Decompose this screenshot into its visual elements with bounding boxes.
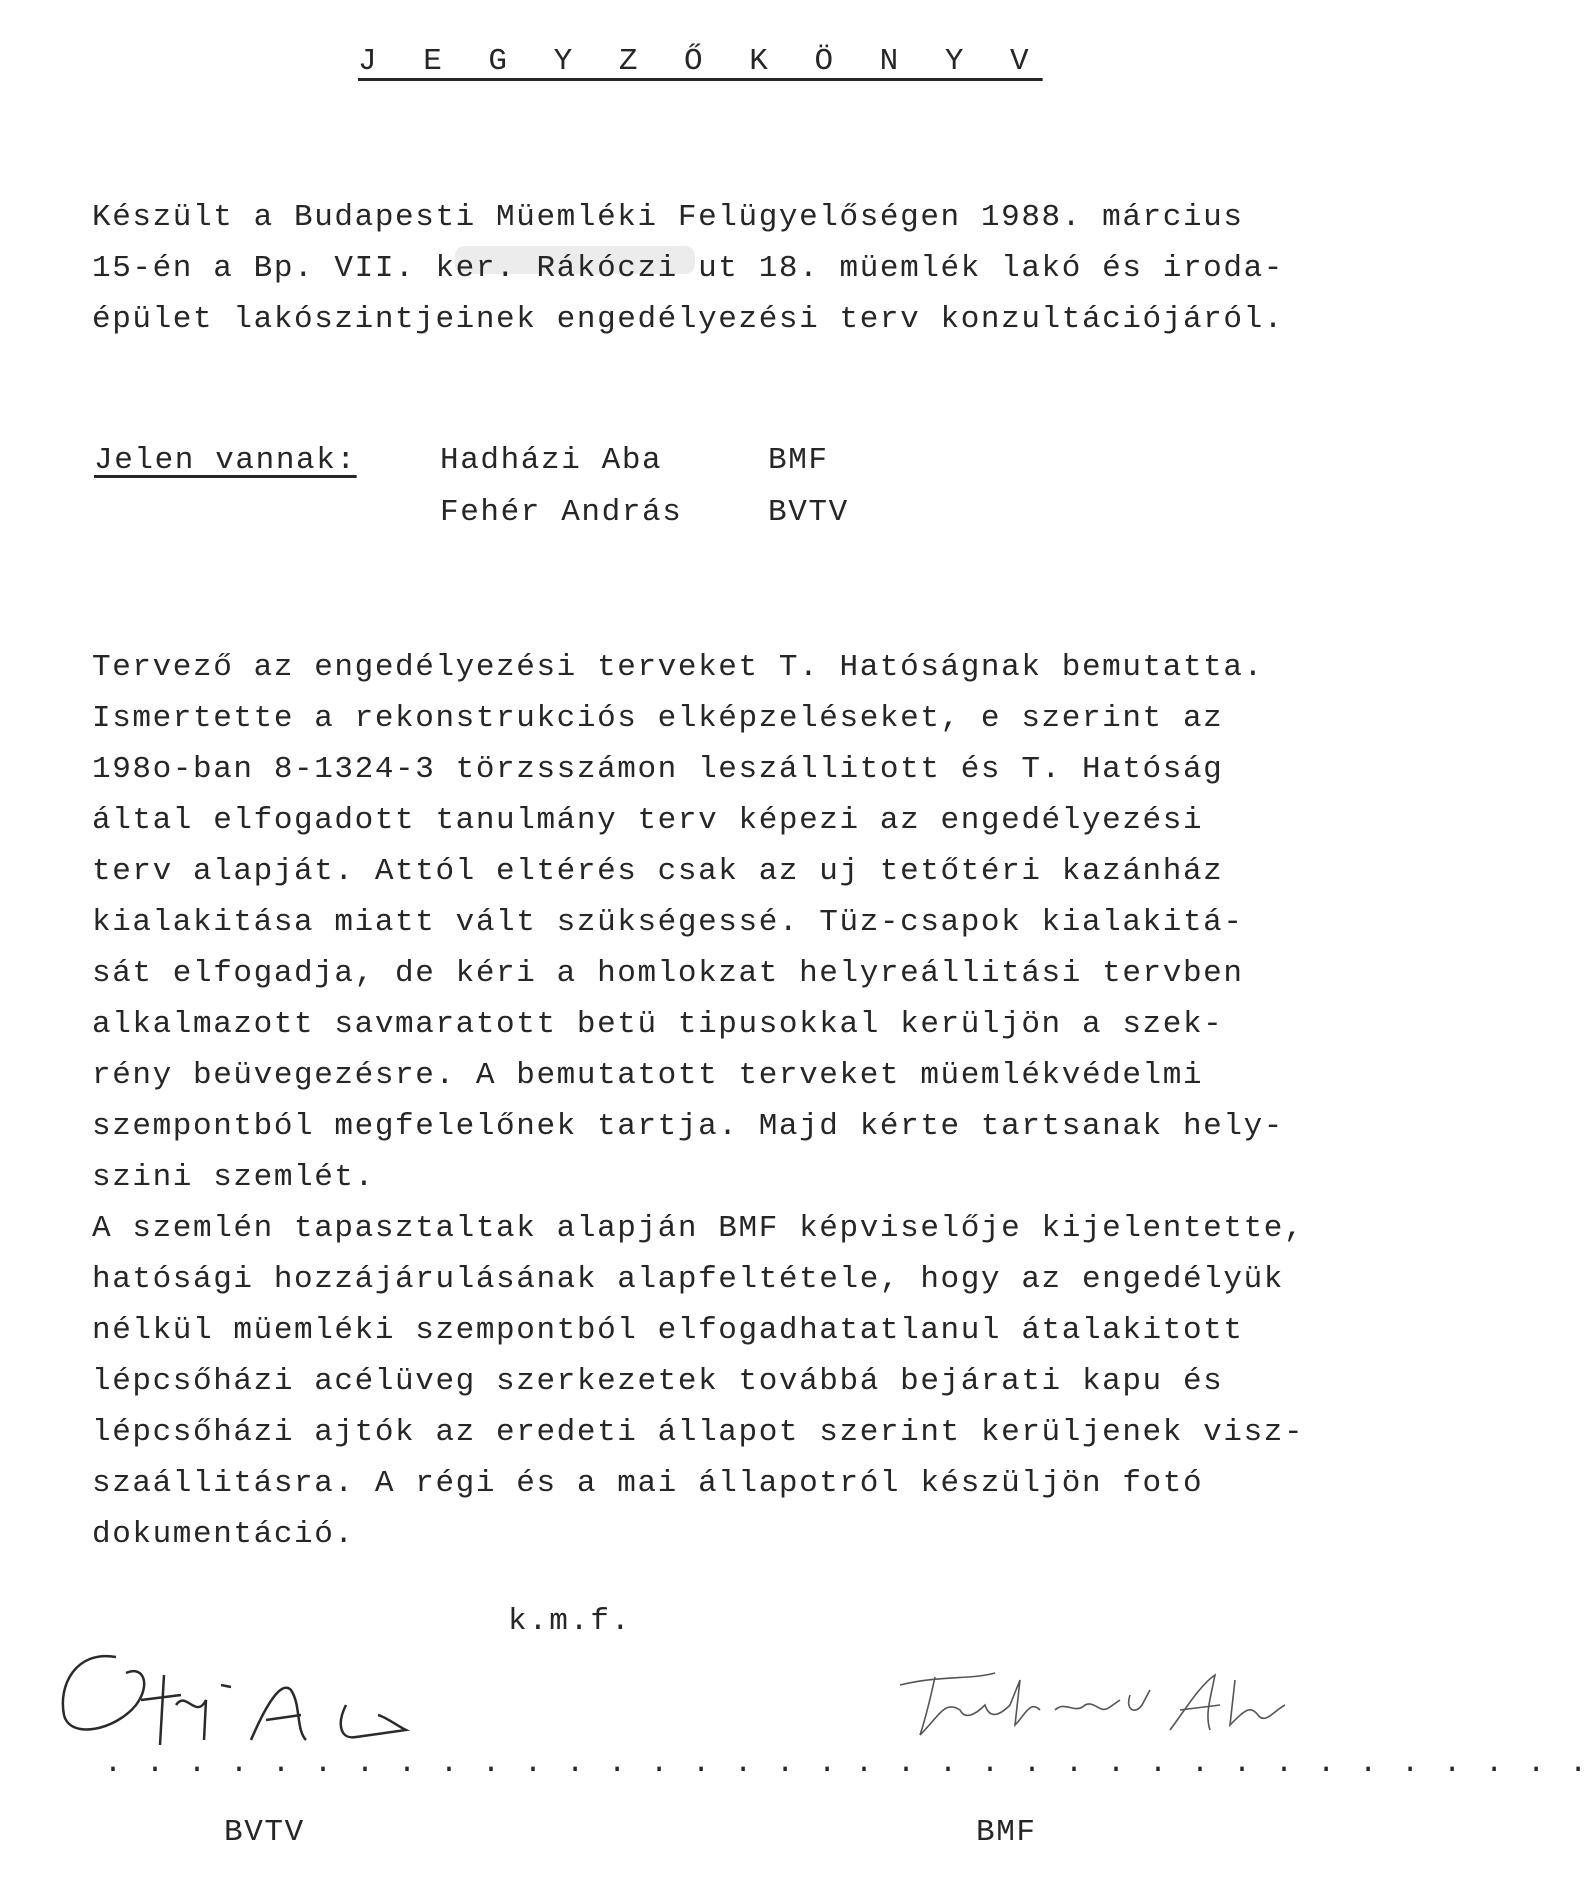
signature-line-left: . . . . . . . . . . . . . . . . . . (104, 1747, 840, 1781)
body-line: szempontból megfelelőnek tartja. Majd kérte tartsanak hely- (92, 1109, 1284, 1144)
attendee-org: BVTV (768, 495, 849, 530)
signatory-org-right: BMF (976, 1815, 1037, 1850)
attendee-name: Fehér András (440, 495, 683, 530)
body-line: terv alapját. Attól eltérés csak az uj tetőtéri kazánház (92, 854, 1224, 889)
body-line: szaállitásra. A régi és a mai állapotról készüljön fotó (92, 1466, 1204, 1501)
body-line: A szemlén tapasztaltak alapján BMF képviselője kijelentette, (92, 1211, 1305, 1246)
signature-left (56, 1645, 436, 1755)
intro-line: épület lakószintjeinek engedélyezési terv konzultációjáról. (92, 302, 1284, 337)
intro-line: Készült a Budapesti Müemléki Felügyelőségen 1988. március (92, 200, 1244, 235)
body-line: szini szemlét. (92, 1160, 375, 1195)
body-line: alkalmazott savmaratott betü tipusokkal kerüljön a szek- (92, 1007, 1224, 1042)
body-line: hatósági hozzájárulásának alapfeltétele, hogy az engedélyük (92, 1262, 1284, 1297)
signatory-org-left: BVTV (224, 1815, 305, 1850)
body-line: rény beüvegezésre. A bemutatott terveket müemlékvédelmi (92, 1058, 1204, 1093)
body-line: Tervező az engedélyezési terveket T. Hatóságnak bemutatta. (92, 650, 1264, 685)
body-line: lépcsőházi acélüveg szerkezetek továbbá bejárati kapu és (92, 1364, 1224, 1399)
intro-paragraph (92, 192, 1332, 345)
attendee-name: Hadházi Aba (440, 443, 663, 478)
signature-right (880, 1655, 1320, 1745)
body-line: Ismertette a rekonstrukciós elképzeléseket, e szerint az (92, 701, 1224, 736)
body-line: nélkül müemléki szempontból elfogadhatatlanul átalakitott (92, 1313, 1244, 1348)
closing-kmf: k.m.f. (508, 1604, 632, 1639)
document-title: J E G Y Z Ő K Ö N Y V (358, 44, 1043, 79)
intro-line: 15-én a Bp. VII. ker. Rákóczi ut 18. müemlék lakó és iroda- (92, 251, 1284, 286)
body-line: sát elfogadja, de kéri a homlokzat helyreállitási tervben (92, 956, 1244, 991)
body-line: 198o-ban 8-1324-3 törzsszámon leszállitott és T. Hatóság (92, 752, 1224, 787)
body-line: dokumentáció. (92, 1517, 355, 1552)
signature-line-right: . . . . . . . . . . . . . . . . . . (855, 1747, 1590, 1781)
body-line: lépcsőházi ajtók az eredeti állapot szerint kerüljenek visz- (92, 1415, 1305, 1450)
present-label: Jelen vannak: (94, 443, 357, 478)
body-line: kialakitása miatt vált szükségessé. Tüz-csapok kialakitá- (92, 905, 1244, 940)
body-line: által elfogadott tanulmány terv képezi az engedélyezési (92, 803, 1204, 838)
body-paragraph (92, 642, 1332, 1560)
attendee-org: BMF (768, 443, 829, 478)
